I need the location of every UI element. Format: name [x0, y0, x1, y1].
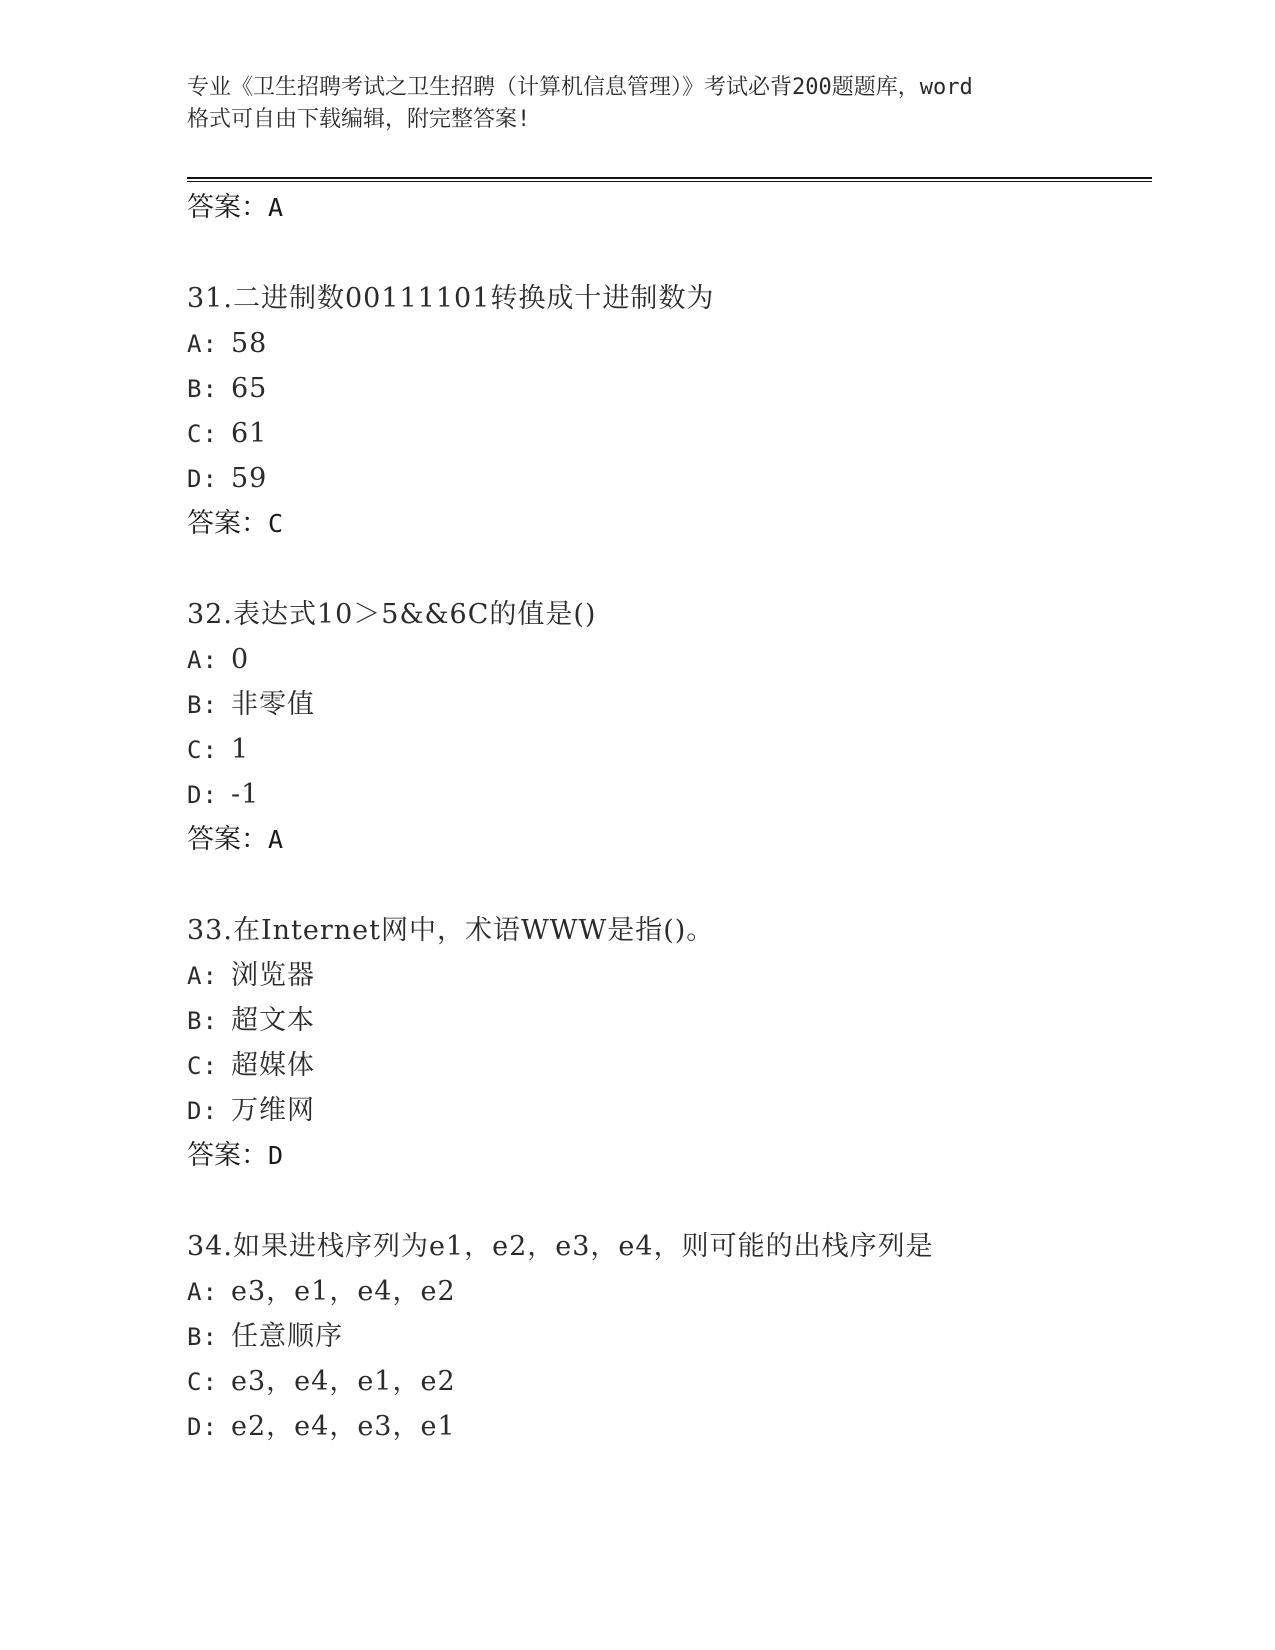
answer-line	[187, 507, 283, 541]
option-c	[187, 733, 249, 767]
option-text: 非零值	[231, 689, 315, 720]
option-text: 59	[231, 463, 268, 494]
option-letter: A:	[187, 1278, 218, 1306]
option-d	[187, 778, 259, 812]
option-letter: C:	[187, 420, 218, 448]
answer-label: 答案：	[187, 192, 268, 223]
option-text: 超文本	[231, 1005, 315, 1036]
option-letter: A:	[187, 646, 218, 674]
option-a	[187, 643, 249, 677]
option-text: -1	[231, 779, 260, 810]
option-text: 0	[231, 644, 250, 675]
answer-label: 答案：	[187, 508, 268, 539]
answer-line	[187, 191, 283, 225]
option-letter: D:	[187, 1097, 218, 1125]
header-line-2: 格式可自由下载编辑，附完整答案!	[187, 107, 531, 132]
question-stem: 34.如果进栈序列为e1，e2，e3，e4，则可能的出栈序列是	[187, 1231, 934, 1262]
option-c	[187, 417, 267, 451]
option-text: 61	[231, 418, 268, 449]
option-letter: D:	[187, 781, 218, 809]
option-letter: C:	[187, 736, 218, 764]
answer-value: C	[268, 509, 284, 538]
answer-line	[187, 823, 283, 857]
question-stem: 32.表达式10＞5&&6C的值是()	[187, 599, 597, 630]
option-text: 万维网	[231, 1095, 315, 1126]
option-d	[187, 462, 267, 496]
option-text: 58	[231, 328, 268, 359]
answer-line	[187, 1139, 283, 1173]
option-letter: C:	[187, 1052, 218, 1080]
option-letter: D:	[187, 465, 218, 493]
option-text: e2，e4，e3，e1	[231, 1411, 456, 1442]
option-text: 浏览器	[231, 960, 315, 991]
option-letter: A:	[187, 330, 218, 358]
answer-label: 答案：	[187, 824, 268, 855]
option-d	[187, 1094, 315, 1128]
option-c	[187, 1365, 456, 1399]
option-text: e3，e1，e4，e2	[231, 1276, 456, 1307]
option-letter: A:	[187, 962, 218, 990]
option-letter: D:	[187, 1413, 218, 1441]
question-stem: 33.在Internet网中，术语WWW是指()。	[187, 915, 715, 946]
answer-value: D	[268, 1141, 284, 1170]
option-letter: B:	[187, 375, 218, 403]
answer-label: 答案：	[187, 1140, 268, 1171]
option-text: e3，e4，e1，e2	[231, 1366, 456, 1397]
option-b	[187, 1320, 343, 1354]
option-b	[187, 688, 315, 722]
option-text: 任意顺序	[231, 1321, 343, 1352]
option-d	[187, 1410, 456, 1444]
document-header	[187, 72, 1087, 136]
option-letter: B:	[187, 1323, 218, 1351]
option-a	[187, 327, 267, 361]
answer-value: A	[268, 825, 284, 854]
option-a	[187, 1275, 456, 1309]
option-c	[187, 1049, 315, 1083]
option-text: 1	[231, 734, 250, 765]
option-letter: B:	[187, 1007, 218, 1035]
option-text: 65	[231, 373, 268, 404]
header-divider	[187, 177, 1152, 179]
option-a	[187, 959, 315, 993]
option-b	[187, 1004, 315, 1038]
header-line-1: 专业《卫生招聘考试之卫生招聘（计算机信息管理）》考试必背200题题库，word	[187, 75, 973, 100]
question-stem: 31.二进制数00111101转换成十进制数为	[187, 283, 715, 314]
option-letter: C:	[187, 1368, 218, 1396]
option-letter: B:	[187, 691, 218, 719]
option-text: 超媒体	[231, 1050, 315, 1081]
header-divider-thin	[187, 181, 1152, 182]
option-b	[187, 372, 267, 406]
answer-value: A	[268, 193, 284, 222]
